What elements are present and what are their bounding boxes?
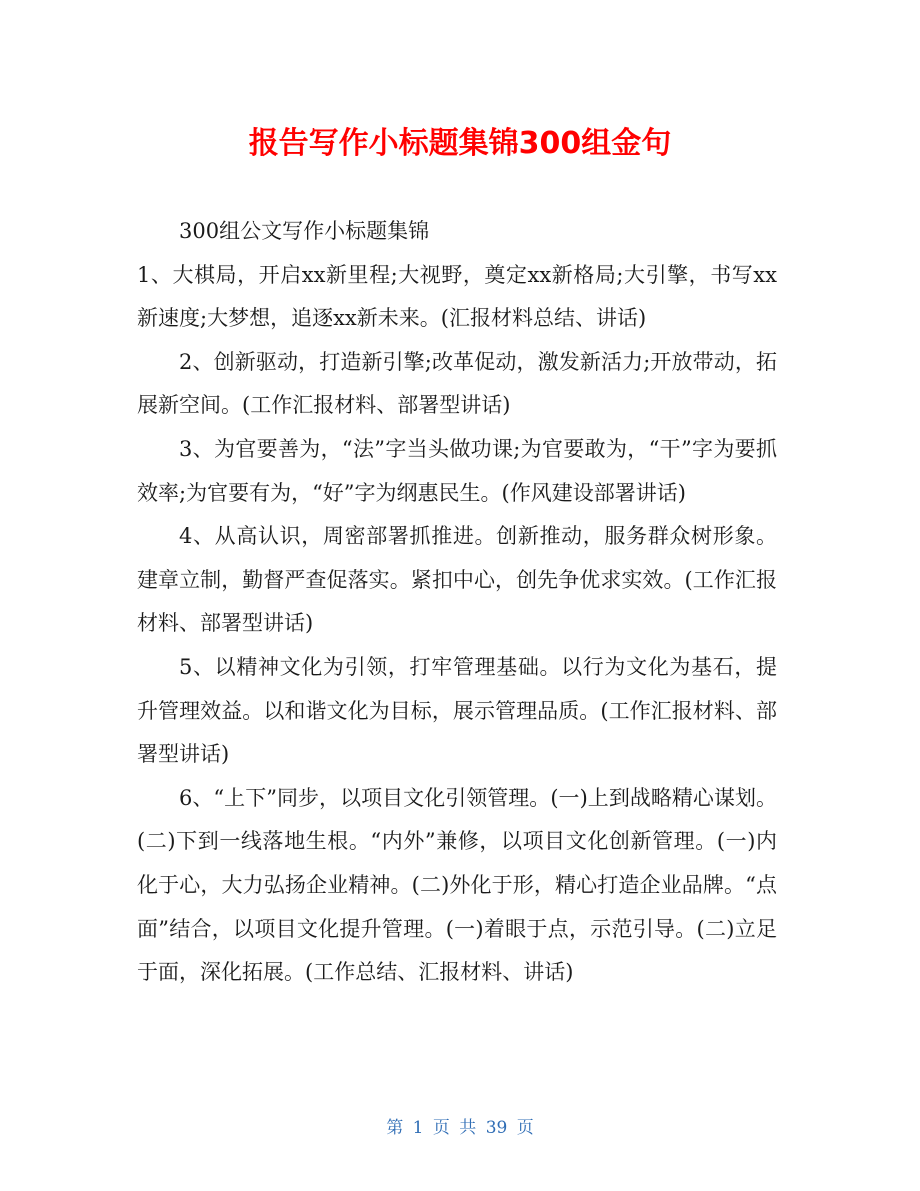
document-body bbox=[137, 210, 777, 995]
body-paragraph-4: 4、从高认识，周密部署抓推进。创新推动，服务群众树形象。建章立制，勤督严查促落实。紧扣中心，创先争优求实效。(工作汇报材料、部署型讲话) bbox=[137, 524, 777, 636]
document-title: 报告写作小标题集锦300组金句 bbox=[248, 126, 672, 161]
subtitle-paragraph: 300组公文写作小标题集锦 bbox=[179, 219, 430, 243]
body-paragraph-1: 1、大棋局，开启xx新里程;大视野，奠定xx新格局;大引擎，书写xx新速度;大梦想，追逐xx新未来。(汇报材料总结、讲话) bbox=[137, 262, 777, 331]
page-footer: 第 1 页 共 39 页 bbox=[386, 1118, 534, 1138]
body-paragraph-6: 6、“上下”同步，以项目文化引领管理。(一)上到战略精心谋划。(二)下到一线落地生根。“内外”兼修，以项目文化创新管理。(一)内化于心，大力弘扬企业精神。(二)外化于形，精心打造企业品牌。“点面”结合，以项目文化提升管理。(一)着眼于点，示范引导。(二)立足于面，深化拓展。(工作总结、汇报材料、讲话) bbox=[137, 785, 777, 985]
body-paragraph-5: 5、以精神文化为引领，打牢管理基础。以行为文化为基石，提升管理效益。以和谐文化为目标，展示管理品质。(工作汇报材料、部署型讲话) bbox=[137, 654, 777, 767]
body-paragraph-3: 3、为官要善为，“法”字当头做功课;为官要敢为，“干”字为要抓效率;为官要有为，“好”字为纲惠民生。(作风建设部署讲话) bbox=[137, 436, 777, 505]
body-paragraph-2: 2、创新驱动，打造新引擎;改革促动，激发新活力;开放带动，拓展新空间。(工作汇报材料、部署型讲话) bbox=[137, 349, 777, 418]
